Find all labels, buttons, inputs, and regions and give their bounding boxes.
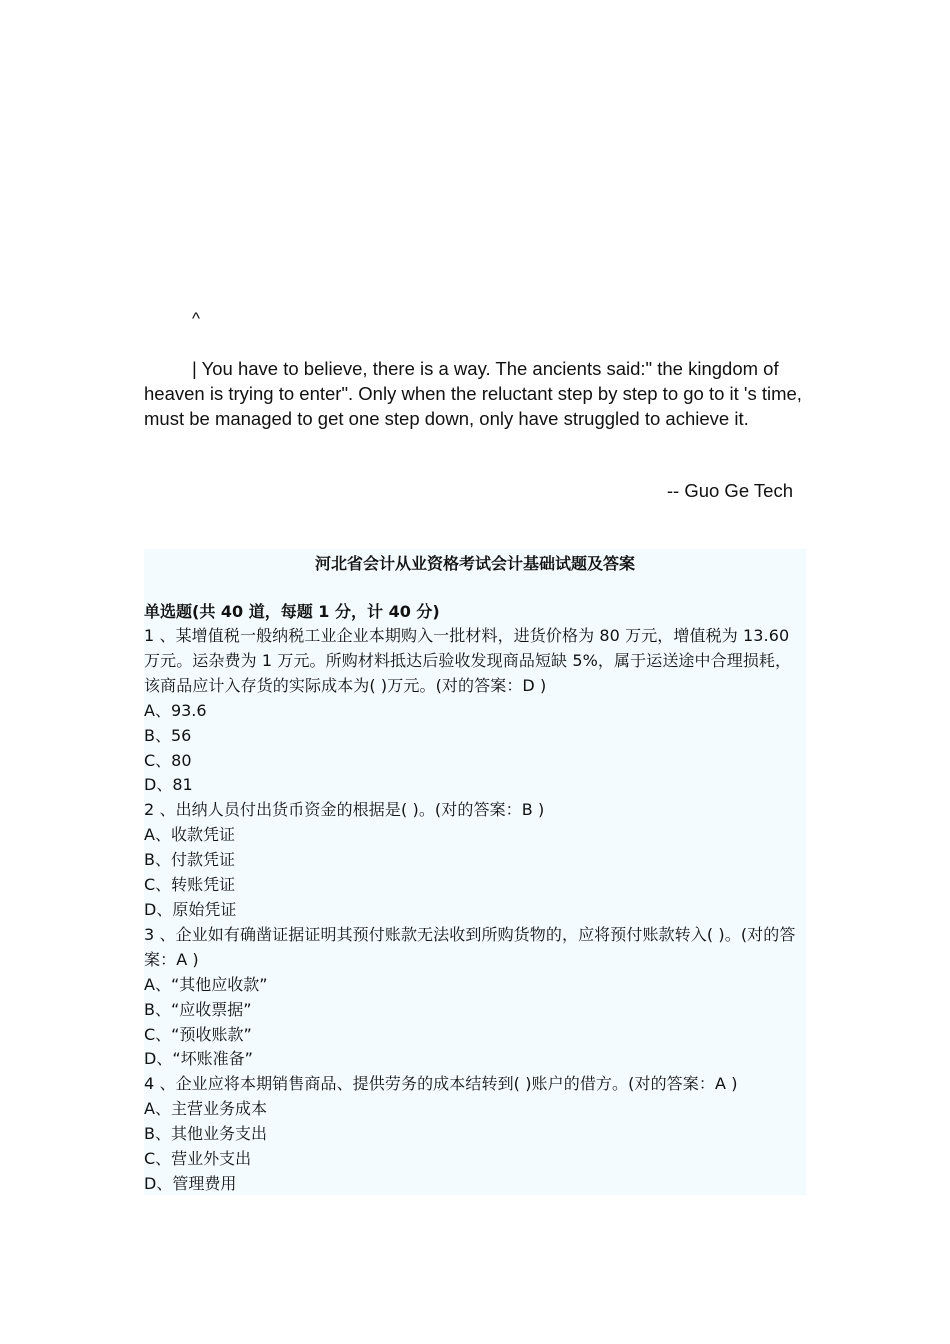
quote-attribution: -- Guo Ge Tech [666,480,793,501]
question-text: 4 、企业应将本期销售商品、提供劳务的成本结转到( )账户的借方。(对的答案：A ) [144,1074,738,1094]
option-c: C、转账凭证 [144,875,236,895]
option-b: B、“应收票据” [144,999,252,1019]
question-text: 2 、出纳人员付出货币资金的根据是( )。(对的答案：B ) [144,800,545,820]
option-a: A、“其他应收款” [144,974,268,994]
option-c: C、“预收账款” [144,1024,252,1044]
option-a: A、主营业务成本 [144,1099,267,1119]
option-b: B、其他业务支出 [144,1124,267,1144]
option-d: D、81 [144,775,193,795]
caret-mark: ^ [192,309,200,328]
question-3 [144,923,806,1072]
question-text: 3 、企业如有确凿证据证明其预付账款无法收到所购货物的，应将预付账款转入( )。(对的答案：A ) [144,924,796,969]
option-d: D、“坏账准备” [144,1049,253,1069]
option-a: A、收款凭证 [144,825,235,845]
section-title: 单选题(共 40 道，每题 1 分，计 40 分) [144,602,440,621]
question-2 [144,798,806,923]
question-1 [144,624,806,798]
motivational-quote: | You have to believe, there is a way. The ancients said:" the kingdom of heaven is trying to enter". Only when the reluctant step by step to go to it 's time, must be managed to get one step down, only have struggled to achieve it. [144,358,802,429]
option-d: D、原始凭证 [144,899,237,919]
option-b: B、56 [144,725,192,745]
question-4 [144,1072,806,1197]
option-c: C、营业外支出 [144,1149,252,1169]
option-a: A、93.6 [144,700,207,720]
exam-title: 河北省会计从业资格考试会计基础试题及答案 [314,554,635,573]
question-text: 1 、某增值税一般纳税工业企业本期购入一批材料，进货价格为 80 万元，增值税为 13.60 万元。运杂费为 1 万元。所购材料抵达后验收发现商品短缺 5%，属于运送途中合理损耗，该商品应计入存货的实际成本为( )万元。(对的答案：D ) [144,626,792,695]
option-b: B、付款凭证 [144,850,235,870]
option-c: C、80 [144,750,192,770]
exam-section [144,549,806,1195]
option-d: D、管理费用 [144,1173,237,1193]
